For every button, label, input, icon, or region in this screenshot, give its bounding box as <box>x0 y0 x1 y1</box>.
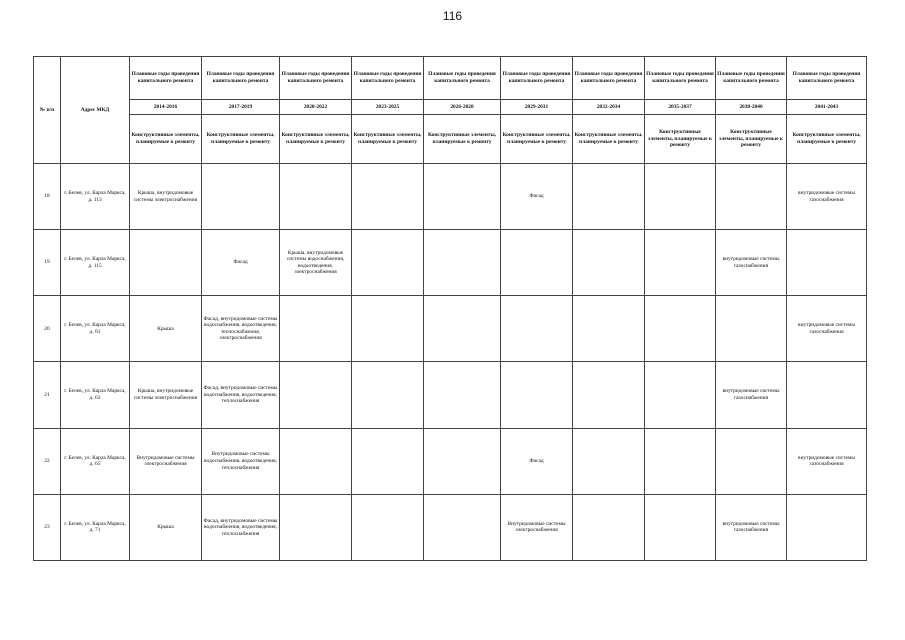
table-cell <box>352 362 424 428</box>
header-elements: Конструктивные элементы, планируемые к ремонту <box>280 115 352 164</box>
capital-repair-table <box>33 56 867 561</box>
header-year: 2029-2031 <box>501 100 573 115</box>
table-cell <box>716 296 787 362</box>
row-address: г. Белев, ул. Карла Маркса, д. 65 <box>61 428 130 494</box>
header-elements: Конструктивные элементы, планируемые к ремонту <box>787 115 867 164</box>
table-cell: внутридомовые системы газоснабжения <box>787 164 867 230</box>
table-body <box>34 164 867 561</box>
table-cell: Фасад, внутридомовые системы водоснабжения, водоотведения, теплоснабжения <box>202 494 280 560</box>
table-cell <box>501 296 573 362</box>
table-cell: Внутридомовые системы водоснабжения, водоотведения, теплоснабжения <box>202 428 280 494</box>
table-cell: Фасад <box>501 428 573 494</box>
page-number: 116 <box>442 9 463 23</box>
row-number: 19 <box>34 230 61 296</box>
header-year: 2020-2022 <box>280 100 352 115</box>
table-cell <box>787 494 867 560</box>
row-number: 21 <box>34 362 61 428</box>
table-cell <box>424 494 501 560</box>
table-cell <box>573 164 645 230</box>
header-period-title: Плановые годы проведения капитального ремонта <box>573 57 645 100</box>
table-cell: Внутридомовые системы электроснабжения <box>130 428 202 494</box>
table-row <box>34 296 867 362</box>
table-cell <box>424 230 501 296</box>
table-cell <box>202 164 280 230</box>
header-period-title: Плановые годы проведения капитального ремонта <box>645 57 716 100</box>
row-number: 23 <box>34 494 61 560</box>
table-cell <box>501 362 573 428</box>
header-period-title: Плановые годы проведения капитального ремонта <box>424 57 501 100</box>
header-period-title: Плановые годы проведения капитального ремонта <box>280 57 352 100</box>
header-elements: Конструктивные элементы, планируемые к ремонту <box>645 115 716 164</box>
header-year: 2032-2034 <box>573 100 645 115</box>
header-period-title: Плановые годы проведения капитального ремонта <box>716 57 787 100</box>
table-cell <box>716 428 787 494</box>
table-cell <box>280 164 352 230</box>
header-year: 2014-2016 <box>130 100 202 115</box>
table-cell <box>645 362 716 428</box>
header-year: 2038-2040 <box>716 100 787 115</box>
header-elements: Конструктивные элементы, планируемые к ремонту <box>573 115 645 164</box>
table-cell: Крыша, внутридомовые системы электроснабжения <box>130 362 202 428</box>
table-cell: Фасад, внутридомовые системы водоснабжения, водоотведения, теплоснабжения, электроснабжения <box>202 296 280 362</box>
table-cell <box>352 296 424 362</box>
table-cell: внутридомовые системы газоснабжения <box>716 230 787 296</box>
table-cell <box>280 296 352 362</box>
table-cell: внутридомовые системы газоснабжения <box>787 296 867 362</box>
table-cell <box>573 428 645 494</box>
table-cell: Фасад, внутридомовые системы водоснабжения, водоотведения, теплоснабжения <box>202 362 280 428</box>
table-cell <box>280 494 352 560</box>
table-cell: Внутридомовые системы электроснабжения <box>501 494 573 560</box>
table-cell <box>716 164 787 230</box>
table-cell <box>130 230 202 296</box>
table-cell <box>501 230 573 296</box>
header-period-title: Плановые годы проведения капитального ремонта <box>352 57 424 100</box>
header-elements: Конструктивные элементы, планируемые к ремонту <box>424 115 501 164</box>
table-cell: внутридомовые системы газоснабжения <box>787 428 867 494</box>
header-year: 2026-2028 <box>424 100 501 115</box>
table-row <box>34 362 867 428</box>
header-elements: Конструктивные элементы, планируемые к ремонту <box>130 115 202 164</box>
table-cell <box>573 362 645 428</box>
table-cell <box>645 164 716 230</box>
row-number: 22 <box>34 428 61 494</box>
table-row <box>34 494 867 560</box>
header-period-title: Плановые годы проведения капитального ремонта <box>501 57 573 100</box>
table-cell <box>573 230 645 296</box>
table-cell <box>280 428 352 494</box>
table-cell <box>573 494 645 560</box>
table-cell <box>352 494 424 560</box>
table-cell <box>352 428 424 494</box>
table-cell <box>424 296 501 362</box>
header-year: 2035-2037 <box>645 100 716 115</box>
header-num: № п/п <box>34 57 61 164</box>
table-cell <box>352 230 424 296</box>
table-header <box>34 57 867 164</box>
row-address: г. Белев, ул. Карла Маркса, д. 71 <box>61 494 130 560</box>
table-cell <box>424 428 501 494</box>
header-year: 2041-2043 <box>787 100 867 115</box>
row-address: г. Белев, ул. Карла Маркса, д. 115 <box>61 230 130 296</box>
table-cell <box>787 362 867 428</box>
header-elements: Конструктивные элементы, планируемые к ремонту <box>202 115 280 164</box>
row-address: г. Белев, ул. Карла Маркса, д. 61 <box>61 296 130 362</box>
table-cell <box>424 164 501 230</box>
table-cell <box>645 296 716 362</box>
table-cell: Фасад <box>202 230 280 296</box>
header-address: Адрес МКД <box>61 57 130 164</box>
table-cell: внутридомовые системы газоснабжения <box>716 362 787 428</box>
table-cell: Крыша, внутридомовые системы электроснабжения <box>130 164 202 230</box>
table-cell: Крыша, внутридомовые системы водоснабжения, водоотведения, электроснабжения <box>280 230 352 296</box>
table-row <box>34 164 867 230</box>
table-row <box>34 428 867 494</box>
row-number: 20 <box>34 296 61 362</box>
table-cell <box>573 296 645 362</box>
table-cell <box>645 230 716 296</box>
header-year: 2023-2025 <box>352 100 424 115</box>
table-cell: Фасад <box>501 164 573 230</box>
table-row <box>34 230 867 296</box>
table-cell <box>424 362 501 428</box>
table-cell: внутридомовые системы газоснабжения <box>716 494 787 560</box>
header-period-title: Плановые годы проведения капитального ремонта <box>130 57 202 100</box>
table-cell <box>280 362 352 428</box>
table-cell <box>787 230 867 296</box>
header-year: 2017-2019 <box>202 100 280 115</box>
header-elements: Конструктивные элементы, планируемые к ремонту <box>501 115 573 164</box>
table-cell <box>352 164 424 230</box>
header-elements: Конструктивные элементы, планируемые к ремонту <box>716 115 787 164</box>
header-period-title: Плановые годы проведения капитального ремонта <box>202 57 280 100</box>
table-cell <box>645 494 716 560</box>
table-cell: Крыша <box>130 494 202 560</box>
table-cell: Крыша <box>130 296 202 362</box>
row-number: 18 <box>34 164 61 230</box>
header-period-title: Плановые годы проведения капитального ремонта <box>787 57 867 100</box>
row-address: г. Белев, ул. Карла Маркса, д. 63 <box>61 362 130 428</box>
row-address: г. Белев, ул. Карла Маркса, д. 113 <box>61 164 130 230</box>
table-cell <box>645 428 716 494</box>
header-elements: Конструктивные элементы, планируемые к ремонту <box>352 115 424 164</box>
